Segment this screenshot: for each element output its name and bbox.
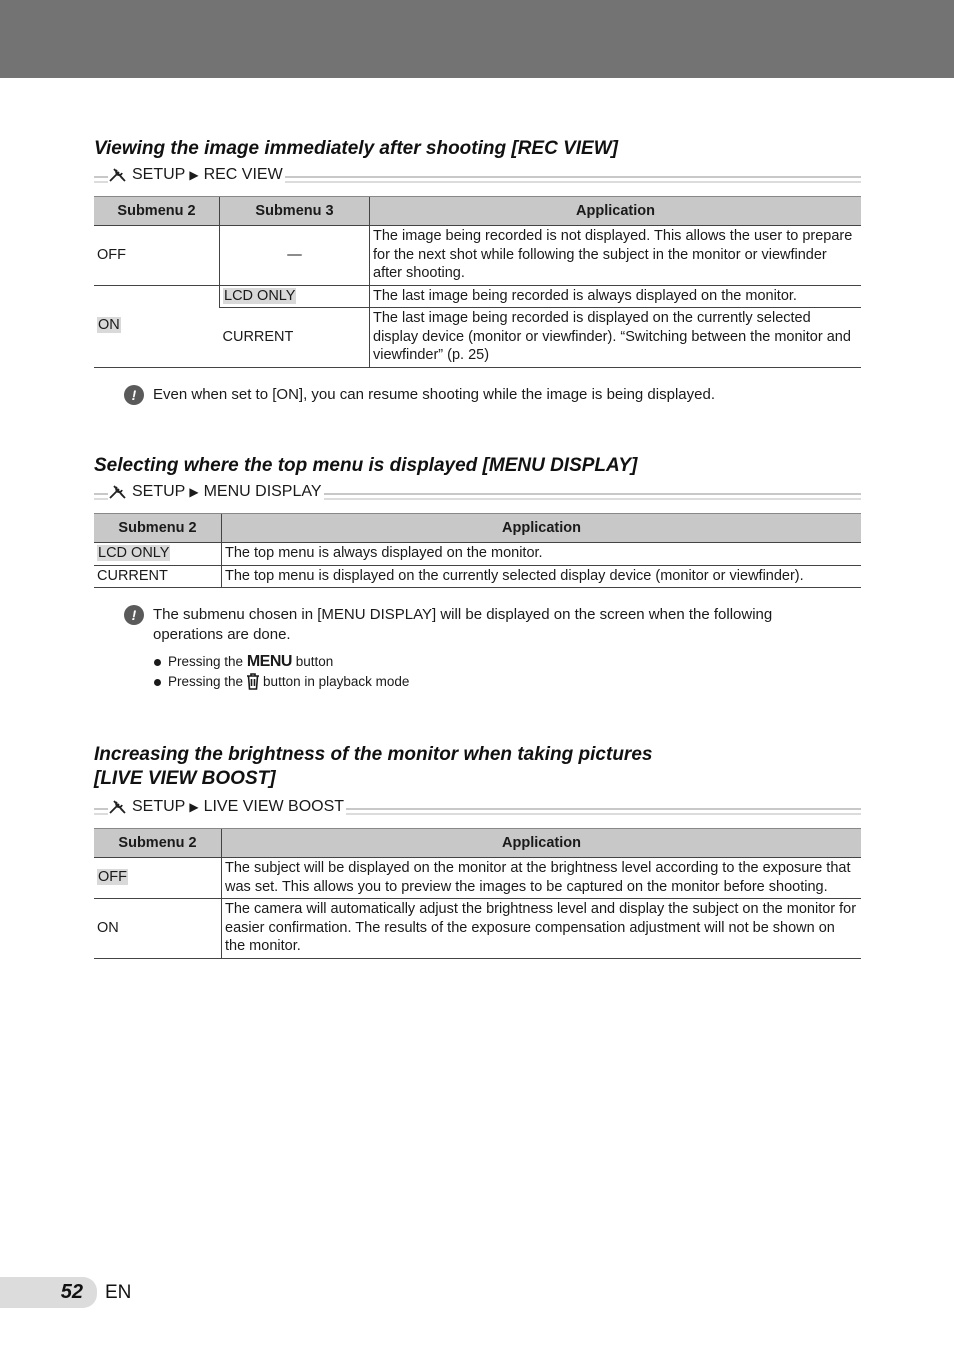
cell-sub2 [94, 899, 222, 959]
cell-text: LCD ONLY [224, 287, 296, 304]
cell-sub3 [220, 285, 370, 308]
caution-icon: ! [124, 605, 144, 625]
table-header-row [94, 829, 861, 858]
cell-sub2 [94, 858, 222, 899]
section-title: Viewing the image immediately after shooting [REC VIEW] [94, 138, 618, 159]
table-header-row [94, 514, 861, 543]
title-line2: [LIVE VIEW BOOST] [94, 768, 276, 789]
arrow-right-icon: ▶ [189, 485, 199, 499]
cell-sub2 [94, 285, 220, 367]
wrench-icon [108, 799, 128, 815]
cell-sub2 [94, 565, 222, 588]
menu-button-label: MENU [246, 653, 292, 670]
page-number: 52 [60, 1281, 83, 1303]
rec-view-table [94, 196, 861, 368]
cell-application: The camera will automatically adjust the brightness level and display the subject on the monitor for easier confirmation. The results of the exposure compensation adjustment will not be shown on the monitor. [222, 899, 862, 959]
cell-sub3 [220, 308, 370, 368]
path-setup: SETUP [132, 798, 186, 815]
bullet-post: button [295, 654, 334, 669]
menu-display-table [94, 513, 861, 588]
table-row [94, 226, 861, 286]
title-line1: Increasing the brightness of the monitor when taking pictures [94, 744, 653, 765]
bullet-item [94, 652, 861, 672]
bullet-item [94, 672, 861, 692]
column-header: Application [370, 197, 862, 226]
cell-text: CURRENT [97, 567, 168, 584]
column-header: Submenu 2 [94, 829, 222, 858]
table-row [94, 285, 861, 308]
path-setup: SETUP [132, 483, 186, 500]
bullet-dot [154, 659, 161, 666]
column-header: Submenu 3 [220, 197, 370, 226]
path-item: REC VIEW [203, 166, 283, 183]
caution-note [94, 605, 861, 645]
cell-sub2 [94, 543, 222, 566]
cell-application: The last image being recorded is always displayed on the monitor. [370, 285, 862, 308]
cell-sub3 [220, 226, 370, 286]
arrow-right-icon: ▶ [189, 168, 199, 182]
section-live-view-boost [94, 743, 861, 959]
table-header-row [94, 197, 861, 226]
cell-text: CURRENT [222, 328, 294, 345]
cell-sub2 [94, 226, 220, 286]
column-header: Submenu 2 [94, 514, 222, 543]
table-row [94, 899, 861, 959]
page-number-tab [0, 1277, 97, 1308]
cell-application: The image being recorded is not displayed. This allows the user to prepare for the next shot while following the subject in the monitor or viewfinder after shooting. [370, 226, 862, 286]
bullet-post: button in playback mode [263, 674, 410, 689]
section-title [94, 743, 861, 791]
arrow-right-icon: ▶ [189, 800, 199, 814]
wrench-icon [108, 167, 128, 183]
bullet-pre: Pressing the [168, 654, 244, 669]
cell-application: The last image being recorded is displayed on the currently selected display device (monitor or viewfinder). “Switching between the monitor and viewfinder” (p. 25) [370, 308, 862, 368]
caution-icon: ! [124, 385, 144, 405]
section-rec-view [94, 137, 861, 405]
menu-path [94, 165, 861, 187]
cell-text: ON [98, 317, 120, 334]
table-row [94, 565, 861, 588]
cell-text: LCD ONLY [98, 545, 170, 561]
bullet-text [154, 654, 333, 669]
menu-path [94, 797, 861, 819]
cell-text: OFF [98, 869, 127, 886]
column-header: Application [222, 829, 862, 858]
bullet-pre: Pressing the [168, 674, 244, 689]
menu-path-text [108, 798, 346, 816]
menu-path-text [108, 166, 285, 184]
table-row [94, 543, 861, 566]
wrench-icon [108, 484, 128, 500]
trash-icon [246, 672, 260, 690]
column-header: Submenu 2 [94, 197, 220, 226]
bullet-dot [154, 679, 161, 686]
path-item: LIVE VIEW BOOST [203, 798, 345, 815]
page-language: EN [105, 1281, 132, 1303]
page-footer [0, 1277, 131, 1308]
bullet-text [154, 674, 409, 689]
cell-application: The subject will be displayed on the monitor at the brightness level according to the exposure that was set. This allows you to preview the images to be captured on the monitor before shooting. [222, 858, 862, 899]
page-header-band [0, 0, 954, 78]
cell-text: ON [97, 919, 119, 936]
section-title: Selecting where the top menu is displayed [MENU DISPLAY] [94, 455, 638, 476]
cell-text: — [287, 246, 302, 263]
cell-text: OFF [97, 246, 126, 263]
column-header: Application [222, 514, 862, 543]
cell-application: The top menu is displayed on the currently selected display device (monitor or viewfinder). [222, 565, 862, 588]
path-item: MENU DISPLAY [203, 483, 322, 500]
table-row [94, 858, 861, 899]
section-menu-display [94, 454, 861, 692]
path-setup: SETUP [132, 166, 186, 183]
note-text: Even when set to [ON], you can resume shooting while the image is being displayed. [153, 385, 715, 403]
menu-path [94, 482, 861, 504]
cell-application: The top menu is always displayed on the monitor. [222, 543, 862, 566]
menu-path-text [108, 483, 324, 501]
caution-note [94, 385, 861, 405]
live-view-boost-table [94, 828, 861, 959]
note-text: The submenu chosen in [MENU DISPLAY] will be displayed on the screen when the following operations are done. [153, 606, 773, 643]
